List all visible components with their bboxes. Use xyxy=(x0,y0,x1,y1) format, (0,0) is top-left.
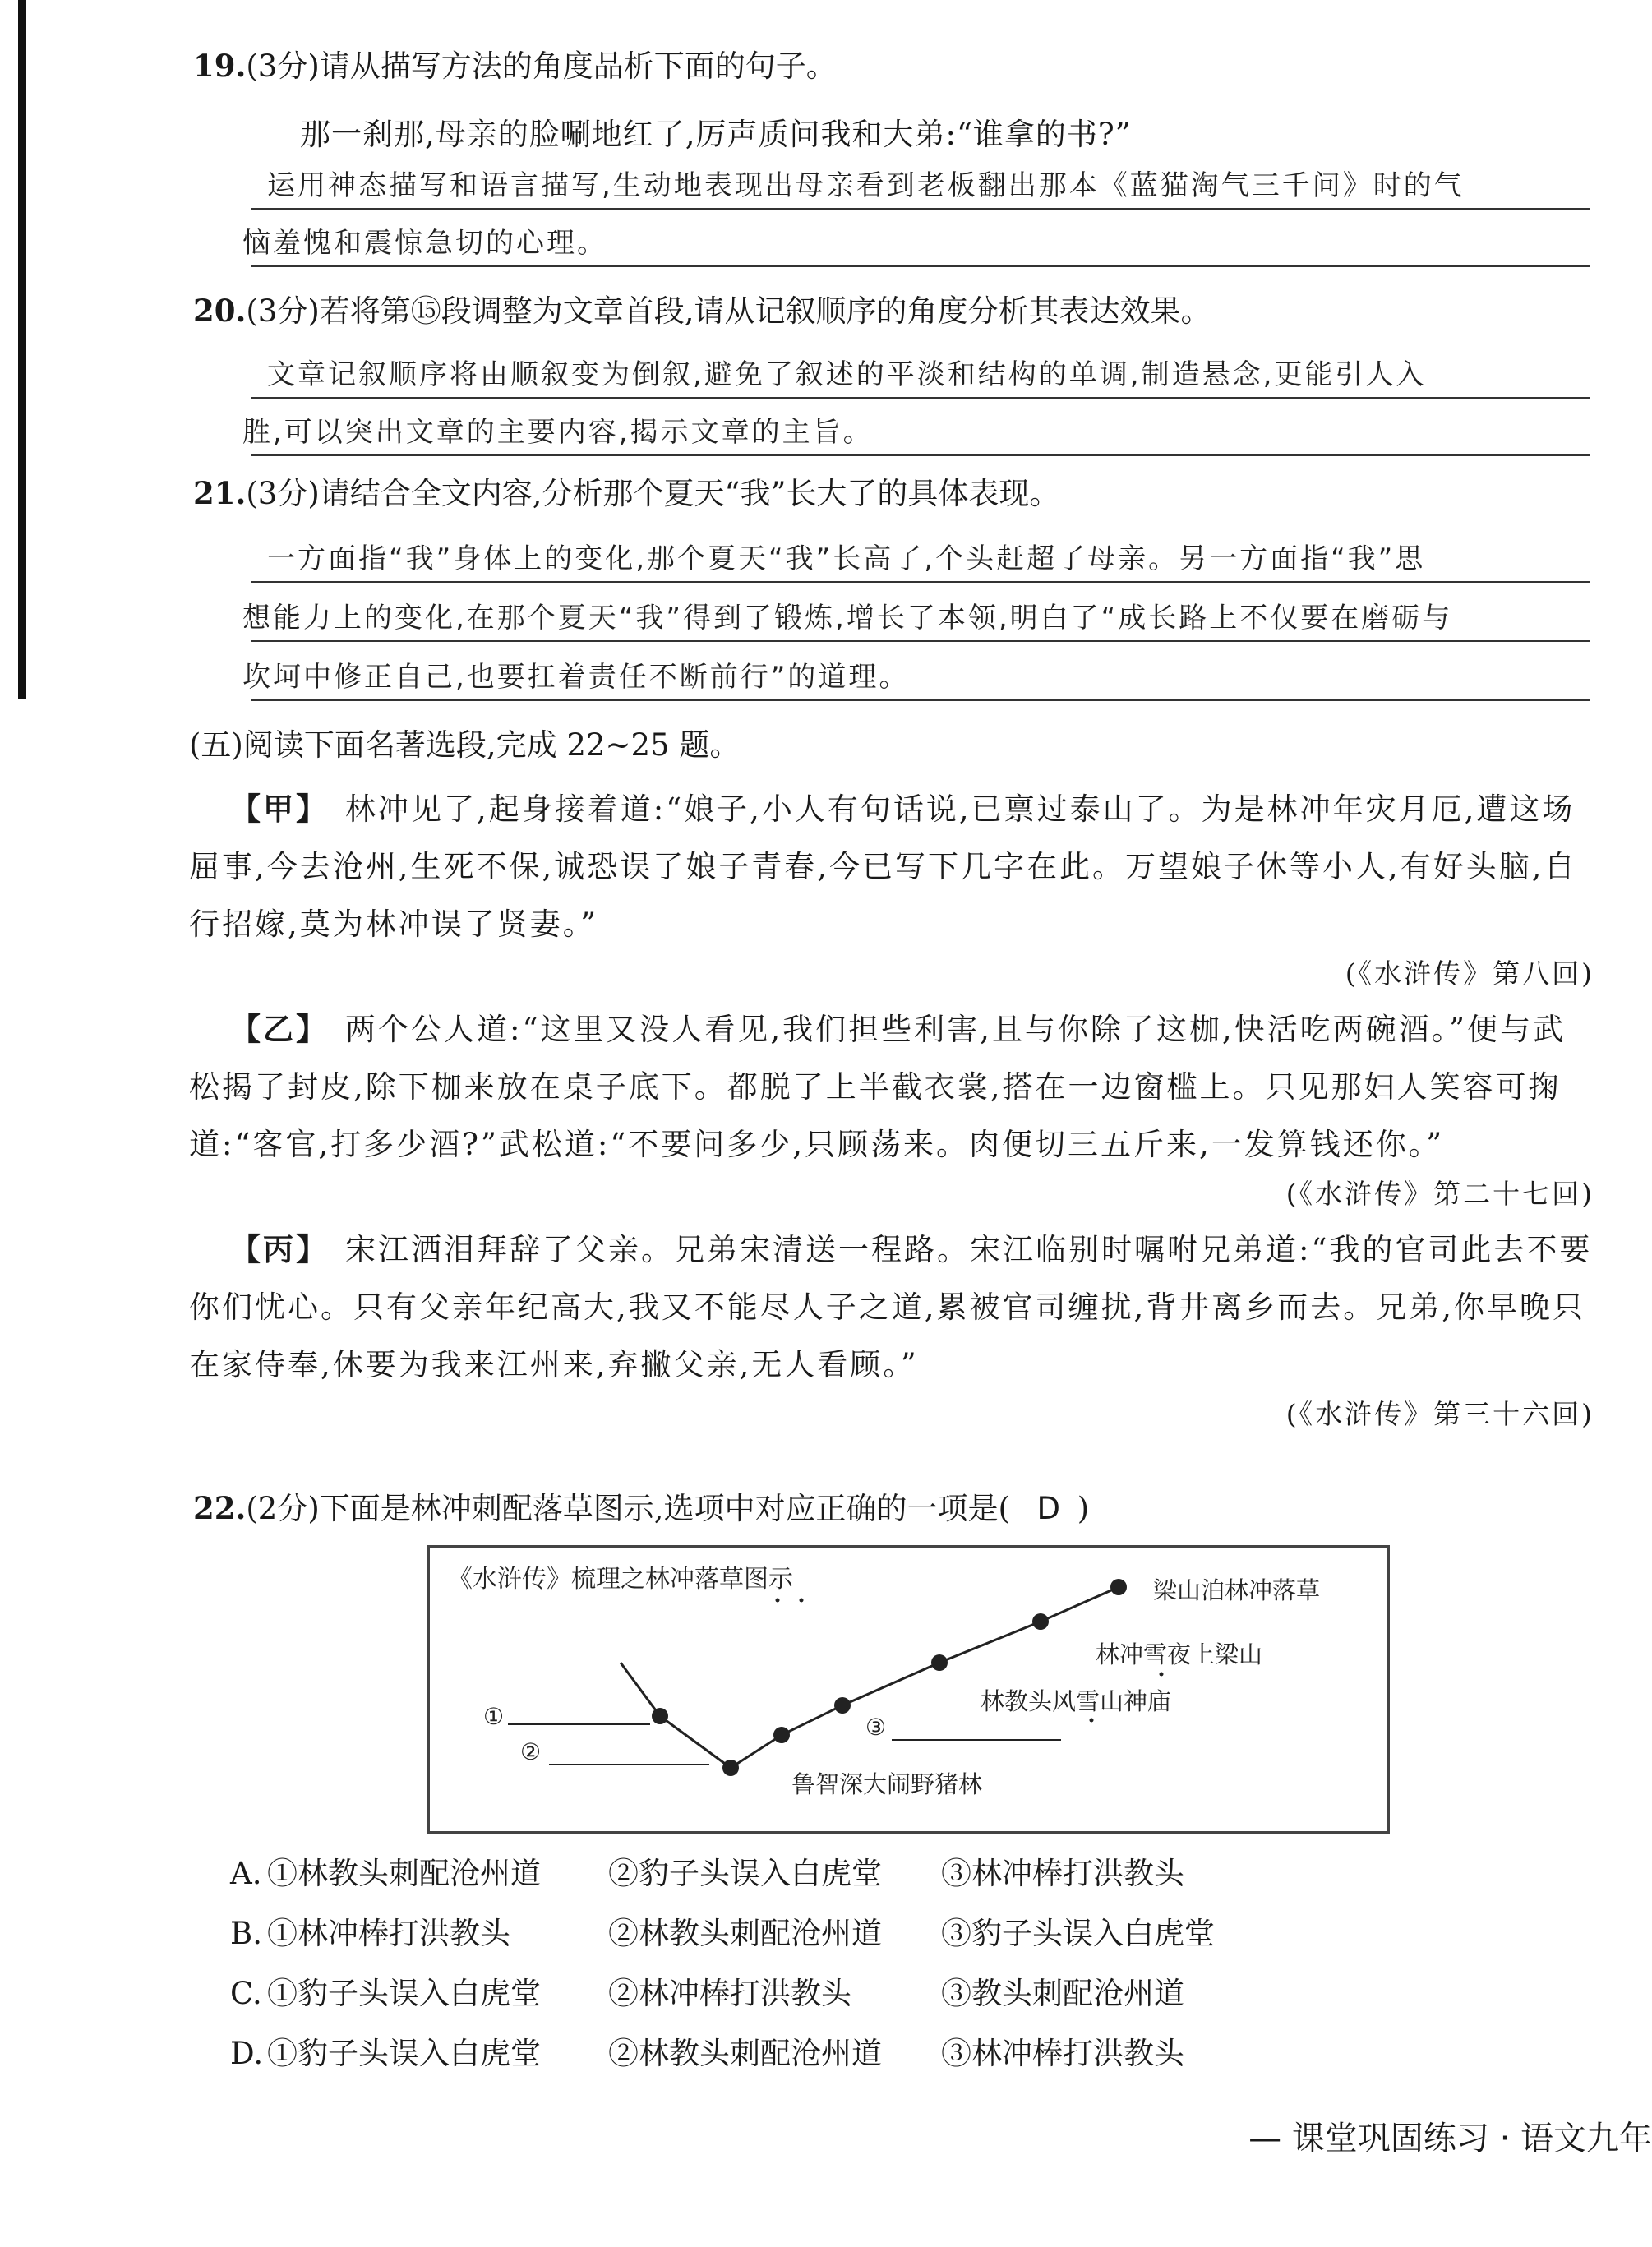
emphasis-dot xyxy=(776,1599,780,1603)
question-21: 21.(3分)请结合全文内容,分析那个夏天“我”长大了的具体表现。 xyxy=(193,475,1060,511)
blank-3-mark: ③ xyxy=(865,1714,887,1741)
question-20: 20.(3分)若将第⑮段调整为文章首段,请从记叙顺序的角度分析其表达效果。 xyxy=(193,293,1211,329)
quoted-sentence: 那一刹那,母亲的脸唰地红了,厉声质问我和大弟:“谁拿的书?” xyxy=(300,117,1132,152)
label-snow: 林冲雪夜上梁山 xyxy=(1096,1640,1263,1668)
emphasis-dot xyxy=(1090,1719,1094,1723)
node-3 xyxy=(834,1697,851,1714)
node-1 xyxy=(652,1708,668,1724)
passage-c: 【丙】 宋江洒泪拜辞了父亲。兄弟宋清送一程路。宋江临别时嘱咐兄弟道:“我的官司此去不要你们忧心。只有父亲年纪高大,我又不能尽人子之道,累被官司缠扰,背井离乡而去。兄弟,你早晚只在家侍奉,休要为我来江州来,弃撇父亲,无人看顾。” xyxy=(189,1232,1593,1382)
option-d[interactable]: D. ①豹子头误入白虎堂 ②林教头刺配沧州道 ③林冲棒打洪教头 xyxy=(230,2036,1184,2071)
emphasis-dot xyxy=(800,1599,804,1603)
blank-2-mark: ② xyxy=(520,1738,542,1765)
label-top: 梁山泊林冲落草 xyxy=(1153,1576,1321,1604)
emphasis-dot xyxy=(1160,1673,1164,1677)
passage-a: 【甲】 林冲见了,起身接着道:“娘子,小人有句话说,已禀过泰山了。为是林冲年灾月厄,遭这场屈事,今去沧州,生死不保,诚恐误了娘子青春,今已写下几字在此。万望娘子休等小人,有好头脑,自行招嫁,莫为林冲误了贤妻。” xyxy=(189,791,1577,942)
lin-chong-diagram xyxy=(427,1545,1390,1834)
page-footer: — 课堂巩固练习 · 语文九年 xyxy=(1248,2120,1652,2157)
node-2 xyxy=(722,1760,739,1776)
question-22: 22.(2分)下面是林冲刺配落草图示,选项中对应正确的一项是( D ) xyxy=(193,1488,1089,1530)
option-a[interactable]: A. ①林教头刺配沧州道 ②豹子头误入白虎堂 ③林冲棒打洪教头 xyxy=(230,1856,1184,1891)
passage-b: 【乙】 两个公人道:“这里又没人看见,我们担些利害,且与你除了这枷,快活吃两碗酒。”便与武松揭了封皮,除下枷来放在桌子底下。都脱了上半截衣裳,搭在一边窗槛上。只见那妇人笑容可掬道:“客官,打多少酒?”武松道:“不要问多少,只顾荡来。肉便切三五斤来,一发算钱还你。” xyxy=(189,1012,1567,1162)
passage-b-source: (《水浒传》第二十七回) xyxy=(1285,1178,1594,1210)
passage-a-source: (《水浒传》第八回) xyxy=(1345,957,1594,990)
label-temple: 林教头风雪山神庙 xyxy=(981,1687,1172,1715)
node-temple xyxy=(931,1654,948,1671)
label-forest: 鲁智深大闹野猪林 xyxy=(791,1770,983,1798)
diagram-title: 《水浒传》梳理之林冲落草图示 xyxy=(448,1565,793,1594)
question-19: 19.(3分)请从描写方法的角度品析下面的句子。 xyxy=(193,48,837,84)
node-snow xyxy=(1032,1613,1049,1630)
diagram-canvas xyxy=(430,1548,1387,1831)
node-forest xyxy=(773,1727,790,1743)
option-c[interactable]: C. ①豹子头误入白虎堂 ②林冲棒打洪教头 ③教头刺配沧州道 xyxy=(230,1976,1184,2011)
binding-edge xyxy=(18,0,26,699)
section-heading: (五)阅读下面名著选段,完成 22~25 题。 xyxy=(189,727,741,763)
blank-1-mark: ① xyxy=(483,1703,505,1730)
answer-19: 运用神态描写和语言描写,生动地表现出母亲看到老板翻出那本《蓝猫淘气三千问》时的气 恼羞愧和震惊急切的心理。 xyxy=(251,160,1590,267)
passages xyxy=(189,781,1594,1435)
node-top xyxy=(1110,1579,1127,1595)
answer-22: D xyxy=(1036,1491,1060,1526)
passage-c-source: (《水浒传》第三十六回) xyxy=(1285,1398,1594,1430)
option-b[interactable]: B. ①林冲棒打洪教头 ②林教头刺配沧州道 ③豹子头误入白虎堂 xyxy=(230,1916,1215,1951)
